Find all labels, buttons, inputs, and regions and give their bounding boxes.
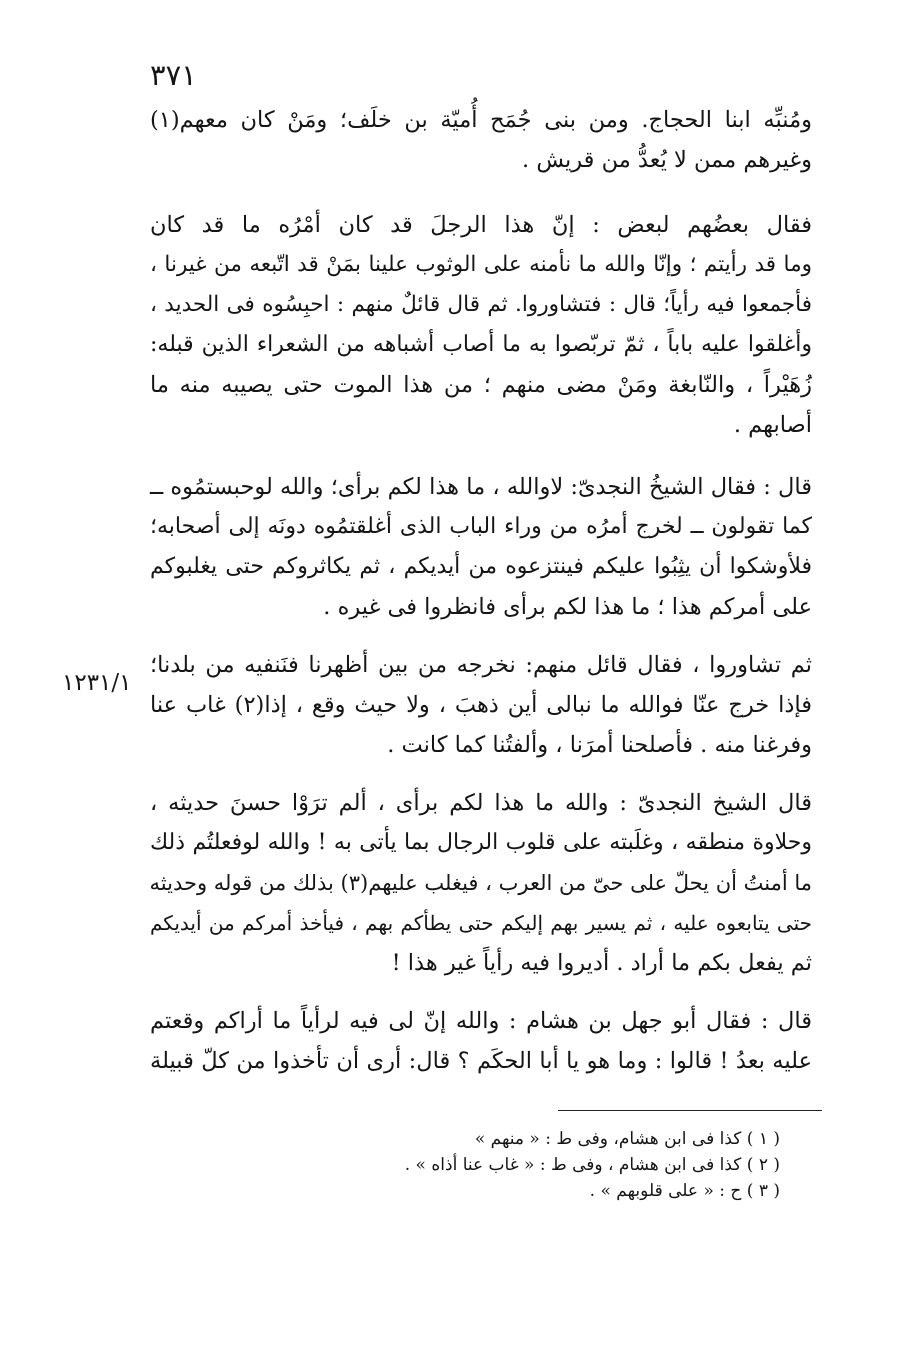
- text-line: حتى يتابعوه عليه ، ثم يسير بهم إليكم حتى يطأكم بهم ، فيأخذ أمركم من أيديكم: [150, 911, 812, 935]
- text-line: ما أمنتُ أن يحلّ على حىّ من العرب ، فيغلب عليهم(٣) بذلك من قوله وحديثه: [149, 871, 812, 895]
- text-line: قال : فقال أبو جهل بن هشام : والله إنّ لى فيه لرأياً ما أراكم وقعتم: [150, 1008, 812, 1034]
- text-line: ومُنبِّه ابنا الحجاج. ومن بنى جُمَح أُميّة بن خلَف؛ ومَنْ كان معهم(١): [150, 107, 812, 133]
- paragraph-1: [150, 100, 812, 180]
- text-line: عليه بعدُ ! قالوا : وما هو يا أبا الحكَم ؟ قال: أرى أن تأخذوا من كلّ قبيلة: [150, 1048, 812, 1074]
- text-line: فقال بعضُهم لبعض : إنّ هذا الرجلَ قد كان أمْرُه ما قد كان: [150, 212, 812, 238]
- margin-reference: ١٢٣١/١: [62, 670, 132, 696]
- footnote-divider: [558, 1110, 822, 1111]
- text-line: فلأوشكوا أن يثِبُوا عليكم فينتزعوه من أيديكم ، ثم يكاثروكم حتى يغلبوكم: [150, 554, 812, 579]
- paragraph-4: [150, 645, 812, 765]
- text-line: وما قد رأيتم ؛ وإنّا والله ما نأمنه على الوثوب علينا بمَنْ قد اتّبعه من غيرنا ،: [150, 252, 812, 277]
- page-number: ٣٧١: [150, 58, 197, 92]
- text-line: على أمركم هذا ؛ ما هذا لكم برأى فانظروا فى غيره .: [323, 594, 812, 620]
- paragraph-3: [150, 467, 812, 627]
- text-line: وحلاوة منطقه ، وغلَبته على قلوب الرجال بما يأتى به ! والله لوفعلتُم ذلك: [150, 830, 812, 855]
- text-line: فأجمعوا فيه رأياً؛ قال : فتشاوروا. ثم قال قائلٌ منهم : احبِسُوه فى الحديد ،: [150, 292, 812, 317]
- footnote: ( ١ ) كذا فى ابن هشام، وفى ط : « منهم »: [474, 1129, 780, 1149]
- footnotes: [300, 1126, 780, 1204]
- paragraph-6: [150, 1001, 812, 1081]
- paragraph-5: [150, 783, 812, 983]
- text-line: ثم تشاوروا ، فقال قائل منهم: نخرجه من بين أظهرنا فنَنفيه من بلدنا؛: [150, 652, 812, 678]
- text-line: فإذا خرج عنّا فوالله ما نبالى أين ذهبَ ، ولا حيث وقع ، إذا(٢) غاب عنا: [150, 692, 812, 718]
- text-line: وفرغنا منه . فأصلحنا أمرَنا ، وألفتُنا كما كانت .: [387, 732, 812, 758]
- text-line: وأغلقوا عليه باباً ، ثمّ تربّصوا به ما أصاب أشباهه من الشعراء الذين قبله:: [150, 332, 812, 357]
- text-line: زُهَيْراً ، والنّابغة ومَنْ مضى منهم ؛ من هذا الموت حتى يصيبه منه ما: [150, 372, 812, 398]
- text-line: ثم يفعل بكم ما أراد . أديروا فيه رأياً غير هذا !: [391, 950, 812, 976]
- text-line: قال : فقال الشيخُ النجدىّ: لاوالله ، ما هذا لكم برأى؛ والله لوحبستمُوه ــ: [150, 474, 812, 500]
- text-line: كما تقولون ــ لخرج أمرُه من وراء الباب الذى أغلقتمُوه دونَه إلى أصحابه؛: [150, 514, 812, 539]
- text-line: أصابهم .: [733, 412, 812, 438]
- footnote: ( ٢ ) كذا فى ابن هشام ، وفى ط : « غاب عنا أذاه » .: [404, 1155, 780, 1175]
- text-line: قال الشيخ النجدىّ : والله ما هذا لكم برأى ، ألم ترَوْا حسنَ حديثه ،: [150, 790, 812, 816]
- paragraph-2: [150, 205, 812, 445]
- text-line: وغيرهم ممن لا يُعدُّ من قريش .: [522, 147, 812, 173]
- footnote: ( ٣ ) ح : « على قلوبهم » .: [589, 1181, 780, 1201]
- main-text: [150, 100, 812, 1081]
